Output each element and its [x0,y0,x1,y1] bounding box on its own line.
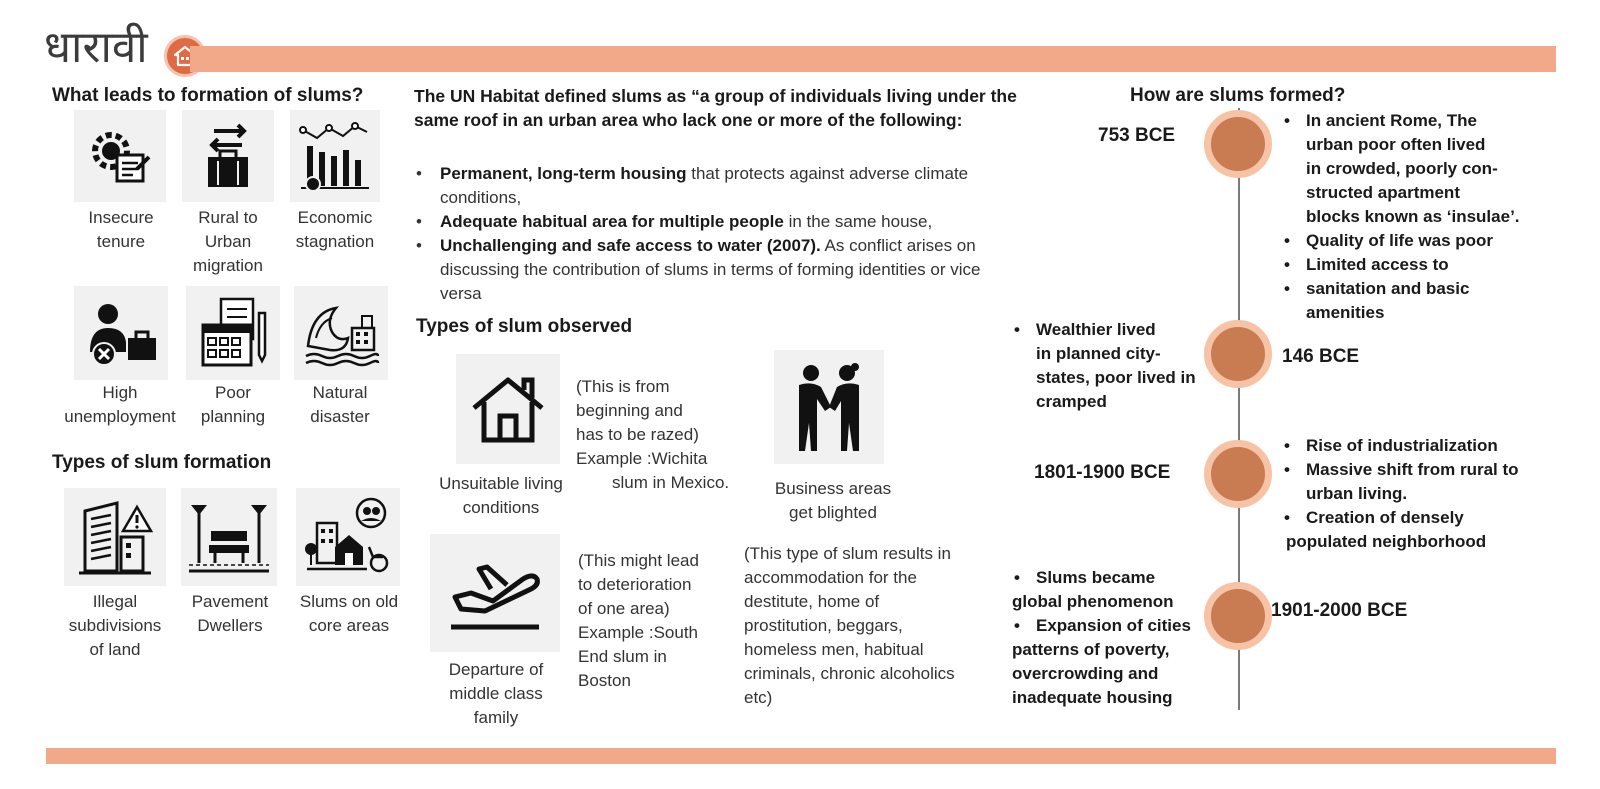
handshake-people-icon [774,350,884,464]
bottom-accent-bar [46,748,1556,764]
cause-label-poor-planning: Poor planning [200,383,266,426]
observed-heading: Types of slum observed [416,316,633,337]
unemployed-person-icon [74,286,168,380]
house-outline-icon [456,354,560,464]
cause-label-rural-urban-migration: Rural to Urban migration [193,208,263,275]
old-core-area-icon [296,488,400,586]
timeline-text-1801: • Rise of industrialization • Massive shift from rural to urban living. • Creation of densely populated neighborhood [1282,434,1582,554]
timeline-dot [1204,440,1272,508]
flood-wave-icon [294,286,388,380]
bench-streetlights-icon [181,488,277,586]
definition-criteria-list [414,162,1074,306]
cause-label-insecure-tenure: Insecure tenure [88,208,154,251]
cause-label-natural-disaster: Natural disaster [310,383,370,426]
causes-heading: What leads to formation of slums? [52,85,364,106]
calendar-plan-icon [186,286,280,380]
luggage-arrows-icon [182,110,274,202]
airplane-departure-icon [430,534,560,652]
timeline-text-753: • In ancient Rome, The urban poor often lived in crowded, poorly con- structed apartment blocks known as ‘insulae’. • Quality of life was poor • Limited access to • sanitation and basic amenities [1282,109,1582,325]
timeline-text-146: • Wealthier lived in planned city- states, poor lived in cramped [1012,318,1222,414]
observed-note-unsuitable: (This is from beginning and has to be razed) Example :Wichita slum in Mexico. [576,377,730,492]
formation-label-pavement-dwellers: Pavement Dwellers [191,592,269,635]
timeline-heading: How are slums formed? [1130,85,1346,106]
timeline-year-753: 753 BCE [1098,125,1176,146]
observed-label-business: Business areas get blighted [774,479,892,522]
timeline-year-1801: 1801-1900 BCE [1034,462,1171,483]
cause-label-economic-stagnation: Economic stagnation [295,208,375,251]
formation-label-illegal-subdivisions: Illegal subdivisions of land [68,592,162,659]
criteria-item: • Adequate habitual area for multiple people in the same house, [414,210,1074,234]
un-habitat-definition: The UN Habitat defined slums as “a group of individuals living under the same roof in an urban area who lack one or more of the following: [414,86,1017,130]
timeline-year-1901: 1901-2000 BCE [1271,600,1408,621]
top-accent-bar [190,46,1556,72]
observed-note-departure: (This might lead to deterioration of one area) Example :South End slum in Boston [578,551,699,690]
timeline-dot [1204,110,1272,178]
logo-text: धारावी [44,22,148,73]
observed-note-business: (This type of slum results in accommodation for the destitute, home of prostitution, beggars, homeless men, habitual criminals, chronic alcoholics etc) [744,544,955,707]
observed-label-departure: Departure of middle class family [448,660,544,727]
criteria-item: • Unchallenging and safe access to water (2007). As conflict arises on discussing the contribution of slums in terms of forming identities or vice versa [414,234,1074,306]
cause-label-high-unemployment: High unemployment [64,383,176,426]
bar-chart-decline-icon [290,110,380,202]
formation-label-old-core-areas: Slums on old core areas [299,592,399,635]
formation-types-heading: Types of slum formation [52,452,272,473]
timeline-text-1901: • Slums became global phenomenon • Expansion of cities patterns of poverty, overcrowding and inadequate housing [1012,566,1242,710]
observed-label-unsuitable: Unsuitable living conditions [439,474,563,517]
building-warning-icon [64,488,166,586]
criteria-item: • Permanent, long-term housing that protects against adverse climate conditions, [414,162,1074,210]
timeline-year-146: 146 BCE [1282,346,1360,367]
settings-document-icon [74,110,166,202]
